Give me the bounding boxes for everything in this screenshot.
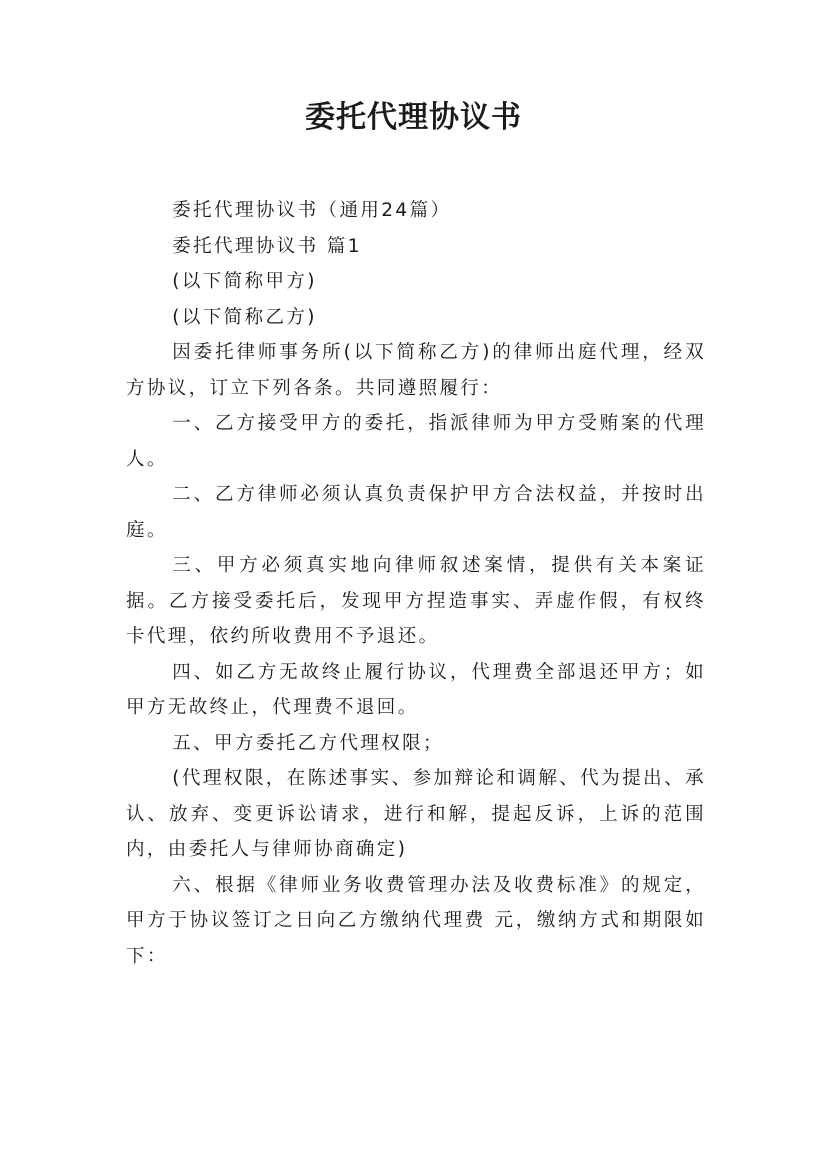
- paragraph-clause-2: 二、乙方律师必须认真负责保护甲方合法权益，并按时出庭。: [126, 484, 706, 541]
- paragraph-preamble: 因委托律师事务所(以下简称乙方)的律师出庭代理，经双方协议，订立下列各条。共同遵照履行：: [126, 342, 706, 399]
- document-title: 委托代理协议书: [305, 100, 522, 135]
- paragraph-article-heading: 委托代理协议书 篇1: [172, 235, 362, 257]
- paragraph-party-b: (以下简称乙方): [172, 306, 317, 328]
- paragraph-party-a: (以下简称甲方): [172, 271, 317, 292]
- paragraph-clause-4: 四、如乙方无故终止履行协议，代理费全部退还甲方；如甲方无故终止，代理费不退回。: [126, 661, 706, 718]
- document-body: [126, 193, 706, 974]
- paragraph-collection-heading: 委托代理协议书（通用24篇）: [172, 200, 452, 221]
- paragraph-clause-6: 六、根据《律师业务收费管理办法及收费标准》的规定，甲方于协议签订之日向乙方缴纳代理费 元，缴纳方式和期限如下：: [126, 874, 706, 967]
- paragraph-clause-1: 一、乙方接受甲方的委托，指派律师为甲方受贿案的代理人。: [126, 413, 706, 470]
- paragraph-clause-5: 五、甲方委托乙方代理权限；: [172, 732, 444, 754]
- paragraph-authority-note: (代理权限，在陈述事实、参加辩论和调解、代为提出、承认、放弃、变更诉讼请求，进行和解，提起反诉，上诉的范围内，由委托人与律师协商确定): [126, 768, 706, 860]
- paragraph-clause-3: 三、甲方必须真实地向律师叙述案情，提供有关本案证据。乙方接受委托后，发现甲方捏造事实、弄虚作假，有权终卡代理，依约所收费用不予退还。: [126, 555, 706, 647]
